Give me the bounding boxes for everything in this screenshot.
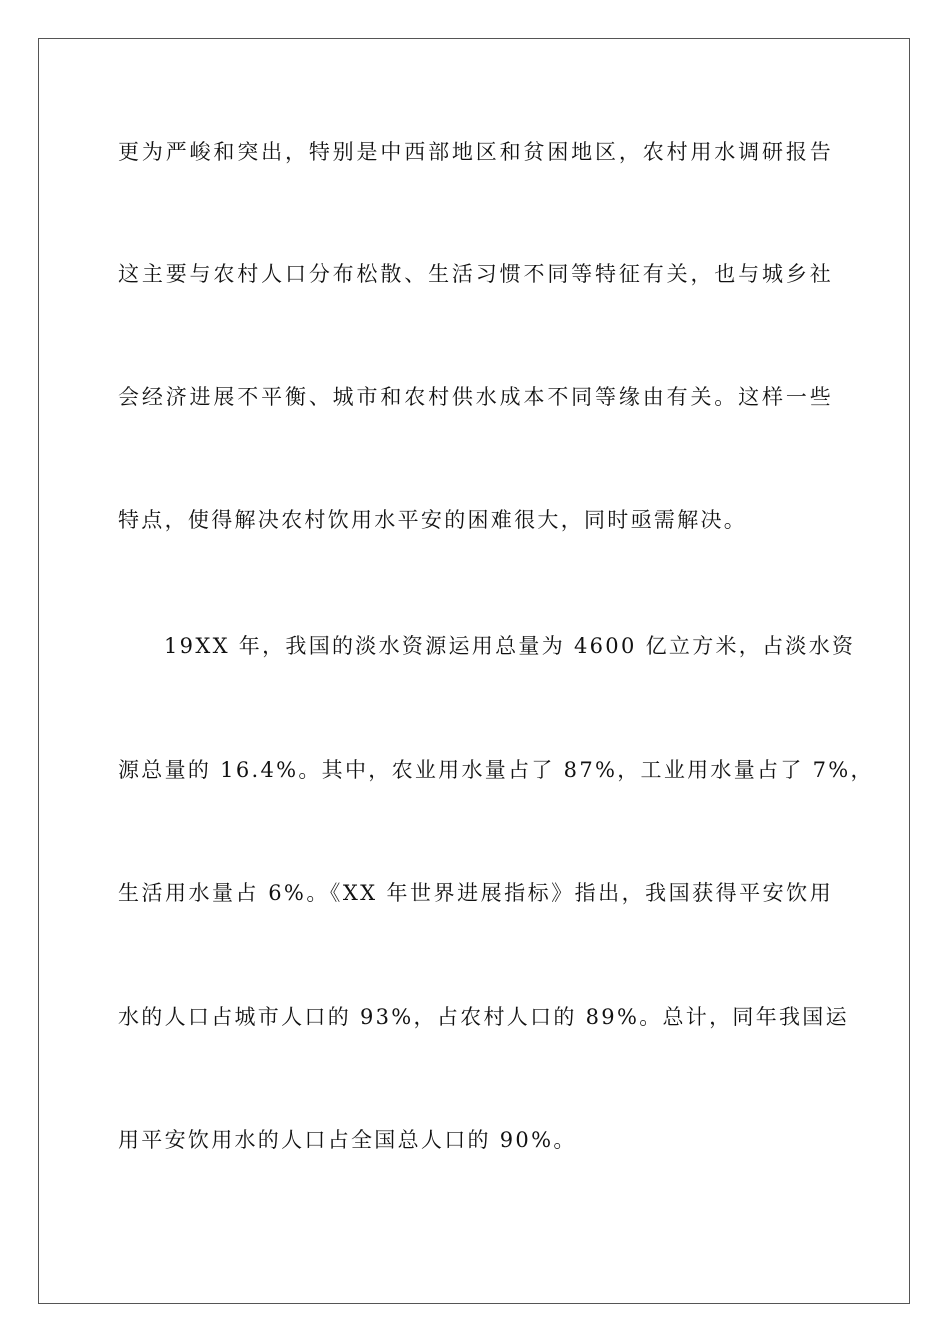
paragraph-2-line-2: 源总量的 16.4%。其中，农业用水量占了 87%，工业用水量占了 7%，	[118, 758, 874, 782]
paragraph-2-line-5: 用平安饮用水的人口占全国总人口的 90%。	[118, 1128, 577, 1152]
paragraph-1-line-3: 会经济进展不平衡、城市和农村供水成本不同等缘由有关。这样一些	[118, 385, 833, 409]
paragraph-2-line-3: 生活用水量占 6%。《XX 年世界进展指标》指出，我国获得平安饮用	[118, 881, 833, 905]
paragraph-1-line-1: 更为严峻和突出，特别是中西部地区和贫困地区，农村用水调研报告	[118, 140, 833, 164]
paragraph-1-line-4: 特点，使得解决农村饮用水平安的困难很大，同时亟需解决。	[118, 508, 748, 532]
page-border	[38, 38, 910, 1304]
paragraph-2-line-1: 19XX 年，我国的淡水资源运用总量为 4600 亿立方米，占淡水资	[164, 634, 856, 658]
paragraph-2-line-4: 水的人口占城市人口的 93%，占农村人口的 89%。总计，同年我国运	[118, 1005, 849, 1029]
paragraph-1-line-2: 这主要与农村人口分布松散、生活习惯不同等特征有关，也与城乡社	[118, 262, 833, 286]
